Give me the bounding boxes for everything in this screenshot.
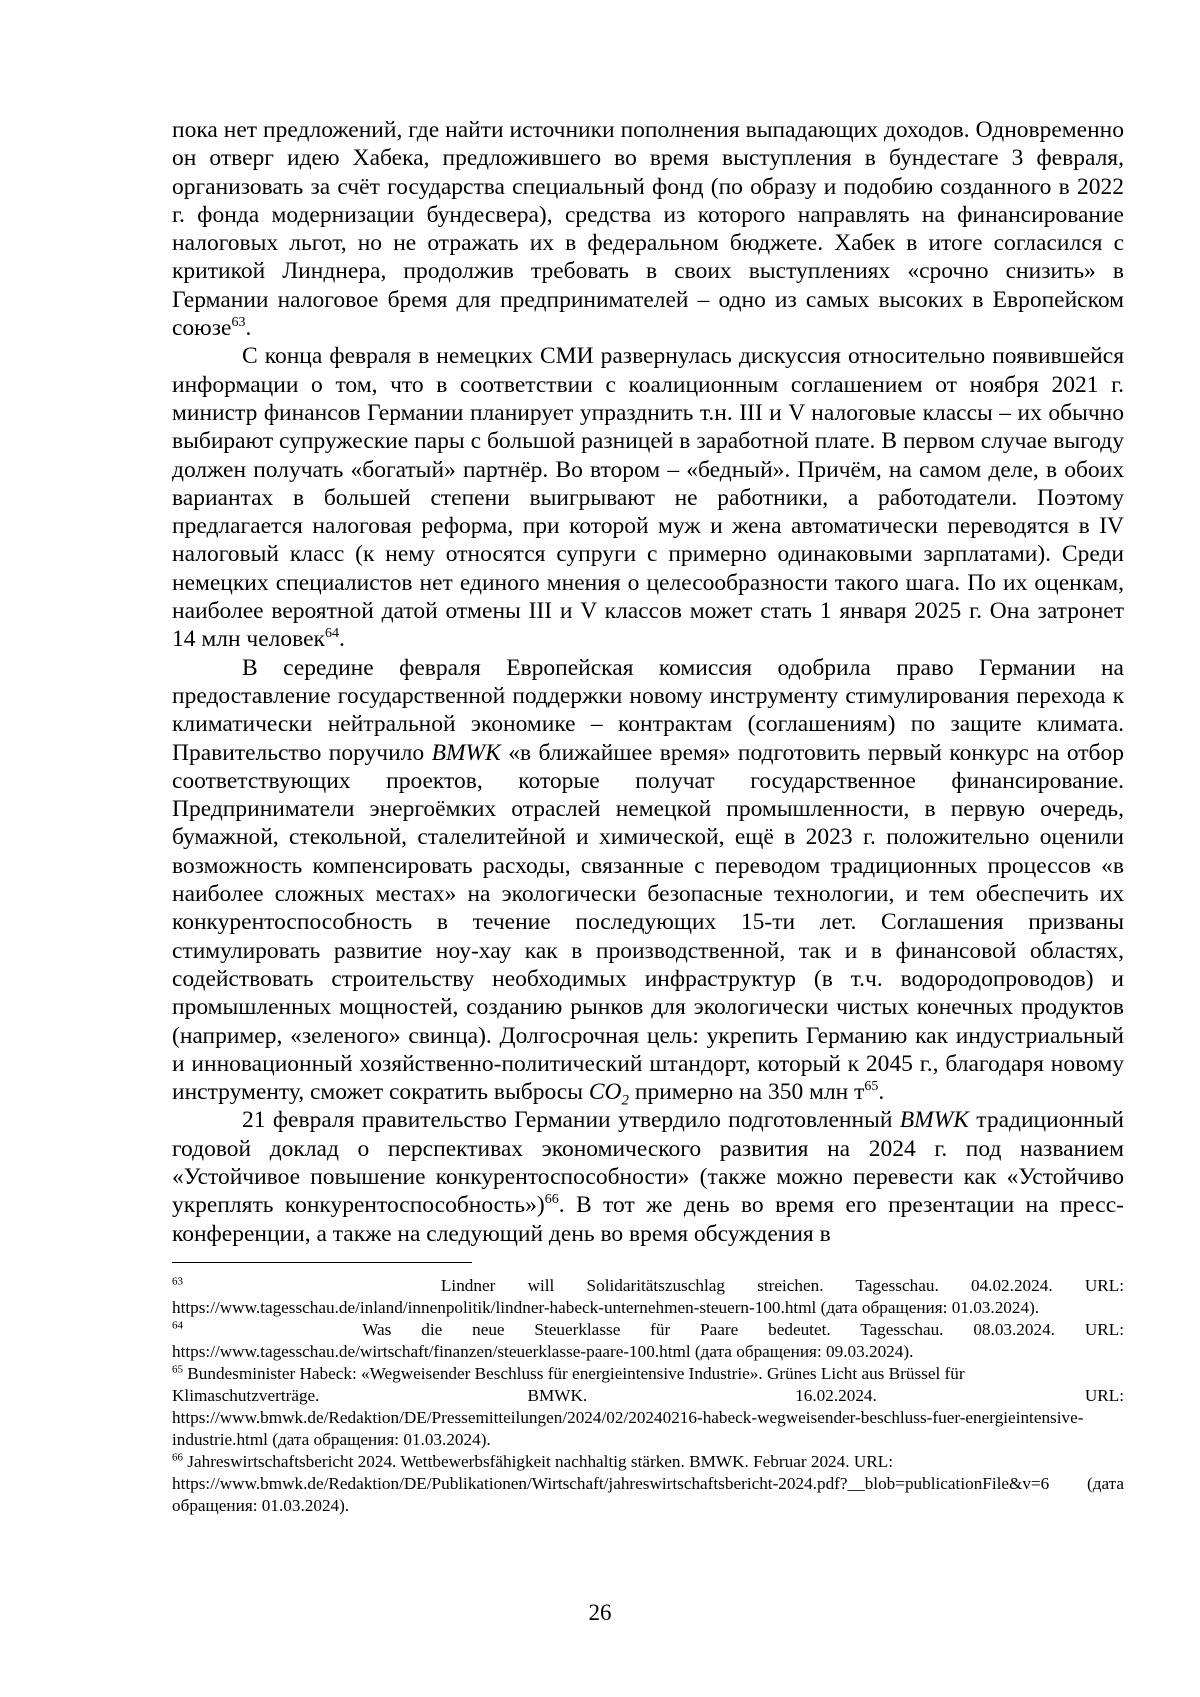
footnotes <box>172 1275 1124 1517</box>
page-number: 26 <box>588 1600 612 1625</box>
footnote-63-link[interactable]: https://www.tagesschau.de/inland/innenpolitik/lindner-habeck-unternehmen-steuern-100.html (дата обращения: 01.03.2024). <box>172 1297 1040 1317</box>
abbr-bmwk: BMWK <box>431 739 501 766</box>
footnote-65-source: Klimaschutzverträge. BMWK. 16.02.2024. URL: <box>172 1385 1124 1405</box>
footnote-ref-64[interactable]: 64 <box>324 626 339 642</box>
paragraph-2: С конца февраля в немецких СМИ развернулась дискуссия относительно появившейся информации о том, что в соответствии с коалиционным соглашением от ноября 2021 г. министр финансов Германии планирует упразднить т.н. III и V налоговые классы – их обычно выбирают супружеские пары с большой разницей в заработной плате. В первом случае выгоду должен получать «богатый» партнёр. Во втором – «бедный». Причём, на самом деле, в обоих вариантах в большей степени выигрывают не работники, а работодатели. Поэтому предлагается налоговая реформа, при которой муж и жена автоматически переводятся в IV налоговый класс (к нему относятся супруги с примерно одинаковыми зарплатами). Среди немецких специалистов нет единого мнения о целесообразности такого шага. По их оценкам, наиболее вероятной датой отмены III и V классов может стать 1 января 2025 г. Она затронет 14 млн человек$^{64}$. <box>172 343 1124 653</box>
footnote-separator <box>172 1262 472 1263</box>
body-text <box>172 116 1124 1248</box>
formula-co2: $CO_2$ <box>588 1079 630 1109</box>
footnote-66: $^{66}$ Jahreswirtschaftsbericht 2024. Wettbewerbsfähigkeit nachhaltig stärken. BMWK. Februar 2024. URL: <box>172 1451 893 1471</box>
abbr-bmwk: BMWK <box>899 1107 969 1134</box>
page-content <box>172 116 1124 1517</box>
paragraph-1: пока нет предложений, где найти источники пополнения выпадающих доходов. Одновременно он отверг идею Хабека, предложившего во время выступления в бундестаге 3 февраля, организовать за счёт государства специальный фонд (по образу и подобию созданного в 2022 г. фонда модернизации бундесвера), средства из которого направлять на финансирование налоговых льгот, но не отражать их в федеральном бюджете. Хабек в итоге согласился с критикой Линднера, продолжив требовать в своих выступлениях «срочно снизить» в Германии налоговое бремя для предпринимателей – одно из самых высоких в Европейском союзе$^{63}$. <box>172 117 1124 342</box>
footnote-66-link[interactable]: https://www.bmwk.de/Redaktion/DE/Publikationen/Wirtschaft/jahreswirtschaftsbericht-2024.pdf?__blob=publicationFile&v=6 (дата обращения: 01.03.2024). <box>172 1473 1124 1515</box>
footnote-ref-63[interactable]: 63 <box>231 315 246 331</box>
footnote-64-link[interactable]: https://www.tagesschau.de/wirtschaft/finanzen/steuerklasse-paare-100.html (дата обращения: 09.03.2024). <box>172 1341 914 1361</box>
paragraph-4: 21 февраля правительство Германии утвердило подготовленный BMWK традиционный годовой доклад о перспективах экономического развития на 2024 г. под названием «Устойчивое повышение конкурентоспособности» (также можно перевести как «Устойчиво укреплять конкурентоспособность»)$^{66}$. В тот же день во время его презентации на пресс-конференции, а также на следующий день во время обсуждения в <box>172 1107 1124 1247</box>
footnote-ref-66[interactable]: 66 <box>544 1192 559 1208</box>
footnote-64: $^{64}$ Was die neue Steuerklasse für Paare bedeutet. Tagesschau. 08.03.2024. URL: <box>172 1319 1124 1339</box>
paragraph-3: В середине февраля Европейская комиссия одобрила право Германии на предоставление государственной поддержки новому инструменту стимулирования перехода к климатически нейтральной экономике – контрактам (соглашениям) по защите климата. Правительство поручило BMWK «в ближайшее время» подготовить первый конкурс на отбор соответствующих проектов, которые получат государственное финансирование. Предприниматели энергоёмких отраслей немецкой промышленности, в первую очередь, бумажной, стекольной, сталелитейной и химической, ещё в 2023 г. положительно оценили возможность компенсировать расходы, связанные с переводом традиционных процессов «в наиболее сложных местах» на экологически безопасные технологии, и тем обеспечить их конкурентоспособность в течение последующих 15-ти лет. Соглашения призваны стимулировать развитие ноу-хау как в производственной, так и в финансовой областях, содействовать строительству необходимых инфраструктур (в т.ч. водородопроводов) и промышленных мощностей, созданию рынков для экологически чистых конечных продуктов (например, «зеленого» свинца). Долгосрочная цель: укрепить Германию как индустриальный и инновационный хозяйственно-политический штандорт, который к 2045 г., благодаря новому инструменту, сможет сократить выбросы $CO_2$ примерно на 350 млн $т^{65}$. <box>172 654 1124 1109</box>
footnote-63: $^{63}$ Lindner will Solidaritätszuschlag streichen. Tagesschau. 04.02.2024. URL: <box>172 1275 1125 1295</box>
footnote-65: $^{65}$ Bundesminister Habeck: «Wegweisender Beschluss für energieintensive Industrie». Grünes Licht aus Brüssel für <box>172 1363 965 1383</box>
footnote-65-link[interactable]: https://www.bmwk.de/Redaktion/DE/Pressemitteilungen/2024/02/20240216-habeck-wegweisender-beschluss-fuer-energieintensive-industrie.html (дата обращения: 01.03.2024). <box>172 1407 1084 1449</box>
footnote-ref-65[interactable]: 65 <box>864 1079 879 1095</box>
